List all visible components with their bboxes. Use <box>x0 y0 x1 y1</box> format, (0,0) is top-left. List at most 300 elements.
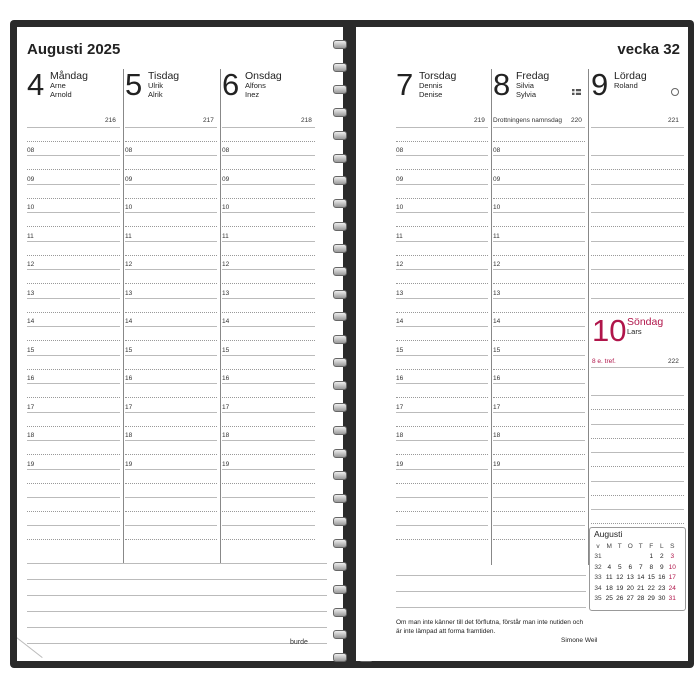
date-cell[interactable]: 7 <box>638 563 643 571</box>
half-hour-slot[interactable] <box>222 426 315 427</box>
hour-label: 16 <box>27 375 35 382</box>
hour-label: 11 <box>396 232 403 240</box>
date-cell[interactable] <box>625 552 636 563</box>
name-day-1: Roland <box>614 81 638 90</box>
half-hour-slot[interactable] <box>125 340 217 341</box>
half-hour-slot[interactable] <box>27 426 120 427</box>
weekday-header: F <box>649 542 654 550</box>
weekday-header: S <box>670 542 675 550</box>
hour-label: 19 <box>493 460 501 468</box>
name-day-1: Lars <box>627 327 642 336</box>
half-hour-slot[interactable] <box>396 169 488 170</box>
date-cell[interactable]: 14 <box>637 574 645 582</box>
hour-label: 10 <box>125 204 133 211</box>
sunday-slot[interactable] <box>591 523 684 524</box>
spiral-ring <box>333 562 347 571</box>
hour-slot[interactable] <box>493 298 585 299</box>
saturday-slot[interactable] <box>591 283 684 284</box>
half-hour-slot[interactable] <box>493 340 585 341</box>
half-hour-slot[interactable] <box>396 397 488 398</box>
hour-label: 15 <box>125 346 133 354</box>
day-name: Söndag <box>627 316 664 328</box>
hour-slot[interactable] <box>125 326 217 327</box>
week-number: vecka 32 <box>617 41 680 58</box>
half-hour-slot[interactable] <box>27 169 120 170</box>
hour-slot[interactable] <box>125 383 217 384</box>
day-name: Onsdag <box>245 70 282 82</box>
hour-label: 12 <box>396 261 404 268</box>
hour-slot[interactable] <box>222 241 315 242</box>
sunday-slot[interactable] <box>591 452 684 453</box>
saturday-slot[interactable] <box>591 255 684 256</box>
hour-slot[interactable] <box>396 412 488 413</box>
half-hour-slot[interactable] <box>222 169 315 170</box>
hour-slot[interactable] <box>396 212 488 213</box>
saturday-slot[interactable] <box>591 298 684 299</box>
day-of-year: 219 <box>474 117 485 124</box>
half-hour-slot[interactable] <box>396 226 488 227</box>
hour-slot[interactable] <box>125 355 217 356</box>
notes-line[interactable] <box>27 611 327 612</box>
hour-slot[interactable] <box>27 269 120 270</box>
half-hour-slot[interactable] <box>125 454 217 455</box>
hour-label: 13 <box>27 289 35 297</box>
date-cell[interactable]: 2 <box>659 553 664 561</box>
half-hour-slot[interactable] <box>125 226 217 227</box>
date-cell[interactable]: 24 <box>668 584 676 592</box>
hour-label: 11 <box>222 232 229 240</box>
hour-label: 15 <box>222 346 230 354</box>
half-hour-slot[interactable] <box>493 397 585 398</box>
hour-slot[interactable] <box>396 269 488 270</box>
evening-slot[interactable] <box>125 511 217 512</box>
hour-label: 18 <box>222 432 230 439</box>
saturday-slot[interactable] <box>591 198 684 199</box>
saturday-slot[interactable] <box>591 155 684 156</box>
half-hour-slot[interactable] <box>396 369 488 370</box>
hour-label: 16 <box>493 375 501 382</box>
notes-line[interactable] <box>396 591 586 592</box>
date-cell[interactable]: 23 <box>658 584 666 592</box>
saturday-slot[interactable] <box>591 212 684 213</box>
hour-label: 14 <box>493 318 501 325</box>
date-cell[interactable]: 1 <box>649 553 654 561</box>
day-of-year: 218 <box>301 117 312 124</box>
hour-label: 19 <box>27 460 35 468</box>
hour-label: 08 <box>396 147 404 154</box>
half-hour-slot[interactable] <box>493 255 585 256</box>
day-name: Tisdag <box>148 70 180 82</box>
day-number: 9 <box>591 67 609 102</box>
hour-slot[interactable] <box>396 241 488 242</box>
name-day-1: Dennis <box>419 81 443 90</box>
evening-slot[interactable] <box>222 511 315 512</box>
hour-slot[interactable] <box>222 469 315 470</box>
date-cell[interactable]: 16 <box>658 574 666 582</box>
name-day-1: Arne <box>50 81 66 90</box>
hour-slot[interactable] <box>222 355 315 356</box>
notes-line[interactable] <box>27 627 327 628</box>
spiral-ring <box>333 608 347 617</box>
hour-slot[interactable] <box>27 440 120 441</box>
half-hour-slot[interactable] <box>125 255 217 256</box>
spiral-ring <box>333 244 347 253</box>
half-hour-slot[interactable] <box>125 369 217 370</box>
date-cell[interactable] <box>636 552 647 563</box>
hour-label: 14 <box>27 318 35 325</box>
half-hour-slot[interactable] <box>125 198 217 199</box>
week-number-cell: 31 <box>594 553 602 561</box>
early-slot[interactable] <box>222 141 315 142</box>
evening-slot[interactable] <box>125 525 217 526</box>
hour-slot[interactable] <box>396 383 488 384</box>
quote-author: Simone Weil <box>561 637 598 644</box>
hour-slot[interactable] <box>27 412 120 413</box>
column-divider <box>491 69 492 565</box>
spiral-ring <box>333 335 347 344</box>
early-slot[interactable] <box>493 141 585 142</box>
saturday-slot[interactable] <box>591 241 684 242</box>
hour-slot[interactable] <box>493 155 585 156</box>
day-name: Lördag <box>614 70 647 82</box>
hour-slot[interactable] <box>493 383 585 384</box>
hour-slot[interactable] <box>222 412 315 413</box>
half-hour-slot[interactable] <box>222 283 315 284</box>
hour-label: 18 <box>27 432 35 439</box>
hour-label: 14 <box>222 318 230 325</box>
half-hour-slot[interactable] <box>27 312 120 313</box>
day-number: 4 <box>27 67 45 102</box>
date-cell[interactable]: 17 <box>668 574 676 582</box>
name-day-2: Inez <box>245 89 260 99</box>
evening-slot[interactable] <box>396 497 488 498</box>
name-day-2: Sylvia <box>516 89 537 99</box>
sunday-slot[interactable] <box>591 438 684 439</box>
hour-label: 17 <box>493 403 501 411</box>
hour-slot[interactable] <box>27 184 120 185</box>
half-hour-slot[interactable] <box>27 483 120 484</box>
spiral-ring <box>333 539 347 548</box>
day-name: Måndag <box>50 70 88 82</box>
early-slot[interactable] <box>27 141 120 142</box>
notes-line[interactable] <box>27 563 327 564</box>
early-slot[interactable] <box>125 141 217 142</box>
date-cell[interactable]: 11 <box>605 574 613 582</box>
day-of-year: 221 <box>668 117 679 124</box>
sunday-slot[interactable] <box>591 409 684 410</box>
evening-slot[interactable] <box>396 511 488 512</box>
hour-label: 17 <box>396 403 404 411</box>
half-hour-slot[interactable] <box>27 255 120 256</box>
weekday-header: T <box>638 542 643 550</box>
hour-slot[interactable] <box>222 212 315 213</box>
hour-slot[interactable] <box>27 355 120 356</box>
date-cell[interactable]: 22 <box>647 584 655 592</box>
half-hour-slot[interactable] <box>27 340 120 341</box>
half-hour-slot[interactable] <box>125 426 217 427</box>
date-cell[interactable]: 31 <box>668 595 676 603</box>
half-hour-slot[interactable] <box>27 454 120 455</box>
hour-slot[interactable] <box>222 326 315 327</box>
hour-slot[interactable] <box>493 469 585 470</box>
date-cell[interactable]: 8 <box>649 563 654 571</box>
mini-calendar-grid <box>592 541 678 604</box>
day-number: 6 <box>222 67 240 102</box>
notes-line[interactable] <box>27 579 327 580</box>
evening-slot[interactable] <box>493 539 585 540</box>
hour-slot[interactable] <box>125 440 217 441</box>
spiral-ring <box>333 40 347 49</box>
date-cell[interactable]: 21 <box>637 584 645 592</box>
hour-slot[interactable] <box>493 326 585 327</box>
hour-slot[interactable] <box>222 383 315 384</box>
half-hour-slot[interactable] <box>493 198 585 199</box>
hour-label: 12 <box>125 261 133 268</box>
date-cell[interactable]: 28 <box>637 595 645 603</box>
evening-slot[interactable] <box>125 497 217 498</box>
half-hour-slot[interactable] <box>396 283 488 284</box>
half-hour-slot[interactable] <box>493 426 585 427</box>
hour-slot[interactable] <box>493 412 585 413</box>
weekday-header: M <box>606 542 612 550</box>
date-cell[interactable]: 29 <box>647 595 655 603</box>
half-hour-slot[interactable] <box>396 312 488 313</box>
hour-slot[interactable] <box>493 241 585 242</box>
hour-label: 19 <box>222 460 230 468</box>
sunday-slot[interactable] <box>591 495 684 496</box>
hour-label: 13 <box>493 289 501 297</box>
saturday-slot[interactable] <box>591 226 684 227</box>
hour-slot[interactable] <box>27 469 120 470</box>
hour-slot[interactable] <box>125 412 217 413</box>
half-hour-slot[interactable] <box>493 169 585 170</box>
half-hour-slot[interactable] <box>222 340 315 341</box>
day-number: 5 <box>125 67 143 102</box>
half-hour-slot[interactable] <box>125 483 217 484</box>
date-cell[interactable]: 26 <box>616 595 624 603</box>
date-cell[interactable]: 30 <box>658 595 666 603</box>
half-hour-slot[interactable] <box>27 283 120 284</box>
spiral-ring <box>333 358 347 367</box>
half-hour-slot[interactable] <box>222 312 315 313</box>
mini-calendar <box>589 527 686 611</box>
date-cell[interactable]: 5 <box>617 563 622 571</box>
evening-slot[interactable] <box>27 539 120 540</box>
date-cell[interactable]: 13 <box>626 574 634 582</box>
hour-slot[interactable] <box>222 440 315 441</box>
saturday-slot[interactable] <box>591 269 684 270</box>
notes-line[interactable] <box>27 595 327 596</box>
hour-slot[interactable] <box>125 269 217 270</box>
half-hour-slot[interactable] <box>222 198 315 199</box>
hour-slot[interactable] <box>493 212 585 213</box>
corner-perforation <box>662 659 688 661</box>
hour-slot[interactable] <box>125 155 217 156</box>
early-slot[interactable] <box>396 141 488 142</box>
hour-slot[interactable] <box>27 383 120 384</box>
hour-label: 17 <box>27 403 35 411</box>
date-cell[interactable]: 27 <box>626 595 634 603</box>
day-of-year: 220 <box>571 117 582 124</box>
evening-slot[interactable] <box>493 511 585 512</box>
sunday-note: 8 e. tref. <box>592 358 616 365</box>
sunday-slot[interactable] <box>591 466 684 467</box>
hour-slot[interactable] <box>396 326 488 327</box>
half-hour-slot[interactable] <box>396 483 488 484</box>
hour-slot[interactable] <box>396 298 488 299</box>
hour-slot[interactable] <box>125 241 217 242</box>
hour-slot[interactable] <box>222 298 315 299</box>
day-of-year: 222 <box>668 358 679 365</box>
half-hour-slot[interactable] <box>27 397 120 398</box>
hour-slot[interactable] <box>27 155 120 156</box>
half-hour-slot[interactable] <box>396 255 488 256</box>
evening-slot[interactable] <box>493 525 585 526</box>
week-number-cell: 34 <box>594 584 602 592</box>
half-hour-slot[interactable] <box>396 340 488 341</box>
hour-slot[interactable] <box>27 326 120 327</box>
sunday-slot[interactable] <box>591 424 684 425</box>
day-header-line <box>222 127 315 128</box>
hour-slot[interactable] <box>125 298 217 299</box>
hour-slot[interactable] <box>396 440 488 441</box>
weekday-header: L <box>659 542 664 550</box>
hour-slot[interactable] <box>396 469 488 470</box>
weekday-header: O <box>627 542 633 550</box>
date-cell[interactable]: 9 <box>659 563 664 571</box>
hour-label: 16 <box>125 375 133 382</box>
spiral-ring <box>333 653 347 662</box>
saturday-slot[interactable] <box>591 184 684 185</box>
half-hour-slot[interactable] <box>493 226 585 227</box>
hour-slot[interactable] <box>222 184 315 185</box>
evening-slot[interactable] <box>222 497 315 498</box>
spiral-ring <box>333 176 347 185</box>
spiral-ring <box>333 222 347 231</box>
half-hour-slot[interactable] <box>125 169 217 170</box>
half-hour-slot[interactable] <box>222 255 315 256</box>
notes-line[interactable] <box>396 575 586 576</box>
date-cell[interactable]: 6 <box>628 563 633 571</box>
spiral-ring <box>333 449 347 458</box>
evening-slot[interactable] <box>222 525 315 526</box>
half-hour-slot[interactable] <box>396 198 488 199</box>
date-cell[interactable]: 12 <box>616 574 624 582</box>
left-page <box>17 27 343 661</box>
sunday-slot[interactable] <box>591 395 684 396</box>
half-hour-slot[interactable] <box>493 312 585 313</box>
hour-slot[interactable] <box>493 440 585 441</box>
spiral-ring <box>333 290 347 299</box>
hour-slot[interactable] <box>493 184 585 185</box>
hour-label: 10 <box>27 204 35 211</box>
hour-slot[interactable] <box>222 269 315 270</box>
hour-slot[interactable] <box>493 355 585 356</box>
sunday-slot[interactable] <box>591 481 684 482</box>
saturday-slot[interactable] <box>591 312 684 313</box>
hour-label: 17 <box>125 403 133 411</box>
hour-slot[interactable] <box>493 269 585 270</box>
hour-slot[interactable] <box>27 212 120 213</box>
saturday-slot[interactable] <box>591 169 684 170</box>
hour-slot[interactable] <box>396 184 488 185</box>
spiral-ring <box>333 630 347 639</box>
half-hour-slot[interactable] <box>125 312 217 313</box>
hour-slot[interactable] <box>125 212 217 213</box>
hour-label: 16 <box>222 375 230 382</box>
date-cell[interactable]: 4 <box>607 563 612 571</box>
hour-label: 12 <box>493 261 501 268</box>
evening-slot[interactable] <box>396 525 488 526</box>
half-hour-slot[interactable] <box>493 454 585 455</box>
holiday-note: Drottningens namnsdag <box>493 117 563 124</box>
evening-slot[interactable] <box>27 497 120 498</box>
half-hour-slot[interactable] <box>27 369 120 370</box>
hour-slot[interactable] <box>125 469 217 470</box>
evening-slot[interactable] <box>27 525 120 526</box>
evening-slot[interactable] <box>396 539 488 540</box>
sunday-slot[interactable] <box>591 509 684 510</box>
half-hour-slot[interactable] <box>493 483 585 484</box>
date-cell[interactable]: 19 <box>616 584 624 592</box>
sunday-header-line[interactable] <box>591 367 684 368</box>
hour-label: 19 <box>125 460 133 468</box>
day-header-line[interactable] <box>591 127 684 128</box>
evening-slot[interactable] <box>493 497 585 498</box>
hour-slot[interactable] <box>222 155 315 156</box>
name-day-2: Arnold <box>50 89 72 99</box>
evening-slot[interactable] <box>125 539 217 540</box>
half-hour-slot[interactable] <box>27 198 120 199</box>
evening-slot[interactable] <box>27 511 120 512</box>
notes-line[interactable] <box>396 607 586 608</box>
hour-slot[interactable] <box>396 355 488 356</box>
half-hour-slot[interactable] <box>222 454 315 455</box>
half-hour-slot[interactable] <box>222 226 315 227</box>
date-cell[interactable]: 20 <box>626 584 634 592</box>
hour-slot[interactable] <box>27 298 120 299</box>
half-hour-slot[interactable] <box>493 369 585 370</box>
date-cell[interactable]: 15 <box>647 574 655 582</box>
hour-label: 10 <box>396 204 404 211</box>
half-hour-slot[interactable] <box>27 226 120 227</box>
half-hour-slot[interactable] <box>125 397 217 398</box>
date-cell[interactable] <box>615 552 626 563</box>
date-cell[interactable] <box>604 552 615 563</box>
date-cell[interactable]: 25 <box>605 595 613 603</box>
half-hour-slot[interactable] <box>222 483 315 484</box>
half-hour-slot[interactable] <box>396 454 488 455</box>
date-cell[interactable]: 18 <box>605 584 613 592</box>
half-hour-slot[interactable] <box>222 397 315 398</box>
hour-label: 11 <box>125 232 132 240</box>
evening-slot[interactable] <box>222 539 315 540</box>
hour-slot[interactable] <box>27 241 120 242</box>
weekday-header: T <box>617 542 622 550</box>
hour-label: 10 <box>222 204 230 211</box>
half-hour-slot[interactable] <box>222 369 315 370</box>
date-cell[interactable]: 3 <box>670 553 675 561</box>
spiral-ring <box>333 108 347 117</box>
notes-line[interactable] <box>27 643 327 644</box>
spiral-ring <box>333 63 347 72</box>
hour-slot[interactable] <box>396 155 488 156</box>
half-hour-slot[interactable] <box>125 283 217 284</box>
half-hour-slot[interactable] <box>493 283 585 284</box>
date-cell[interactable]: 10 <box>668 563 676 571</box>
half-hour-slot[interactable] <box>396 426 488 427</box>
hour-slot[interactable] <box>125 184 217 185</box>
